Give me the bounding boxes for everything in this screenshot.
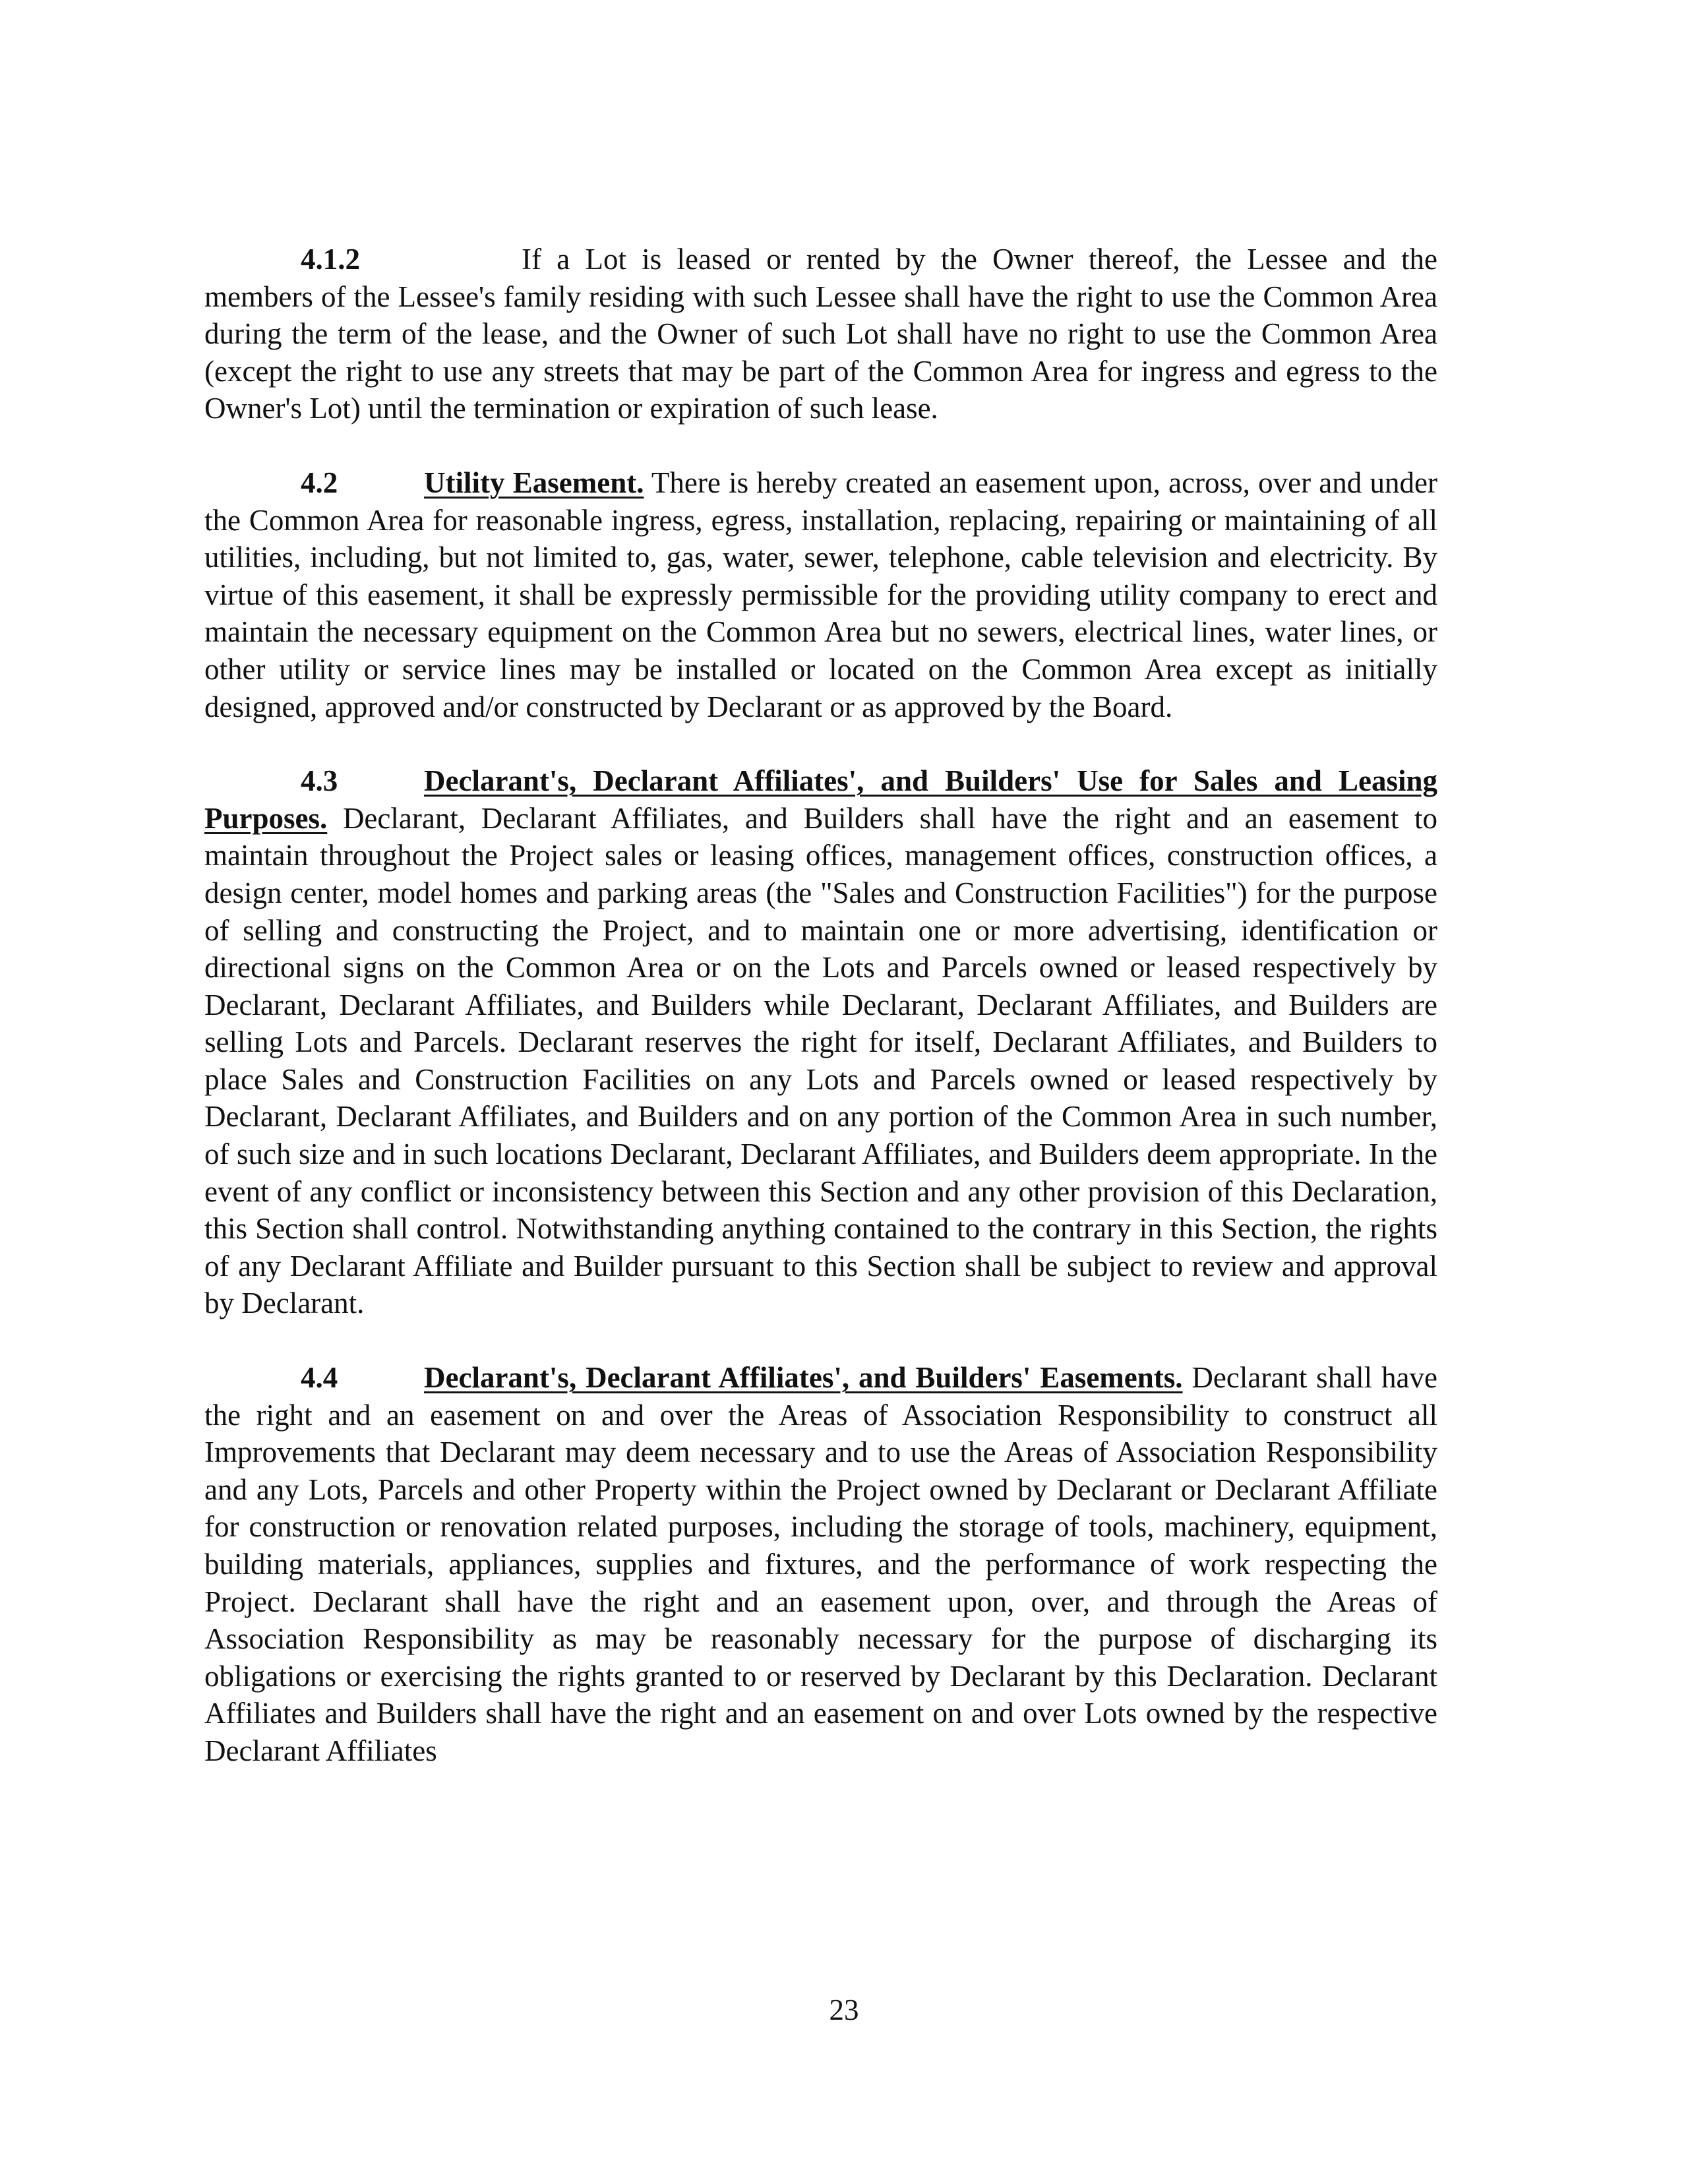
- section-number: 4.1.2: [301, 243, 360, 276]
- section-4-4: [204, 1359, 1437, 1770]
- section-heading: Declarant's, Declarant Affiliates', and Builders' Use for Sales and Leasing Purposes.: [204, 764, 1437, 835]
- section-number: 4.2: [301, 466, 338, 499]
- document-page: [204, 241, 1437, 1807]
- section-4-2: [204, 464, 1437, 725]
- section-4-3: [204, 762, 1437, 1322]
- section-heading: Declarant's, Declarant Affiliates', and Builders' Easements.: [424, 1361, 1183, 1395]
- page-number: 23: [829, 1993, 859, 2026]
- section-text: Declarant, Declarant Affiliates, and Builders shall have the right and an easement to maintain throughout the Project sales or leasing offices, management offices, construction offices, a design center, model homes and parking areas (the "Sales and Construction Facilities") for the purpose of selling and constructing the Project, and to maintain one or more advertising, identification or directional signs on the Common Area or on the Lots and Parcels owned or leased respectively by Declarant, Declarant Affiliates, and Builders while Declarant, Declarant Affiliates, and Builders are selling Lots and Parcels. Declarant reserves the right for itself, Declarant Affiliates, and Builders to place Sales and Construction Facilities on any Lots and Parcels owned or leased respectively by Declarant, Declarant Affiliates, and Builders and on any portion of the Common Area in such number, of such size and in such locations Declarant, Declarant Affiliates, and Builders deem appropriate. In the event of any conflict or inconsistency between this Section and any other provision of this Declaration, this Section shall control. Notwithstanding anything contained to the contrary in this Section, the rights of any Declarant Affiliate and Builder pursuant to this Section shall be subject to review and approval by Declarant.: [204, 801, 1437, 1320]
- section-text: There is hereby created an easement upon, across, over and under the Common Area for reasonable ingress, egress, installation, replacing, repairing or maintaining of all utilities, including, but not limited to, gas, water, sewer, telephone, cable television and electricity. By virtue of this easement, it shall be expressly permissible for the providing utility company to erect and maintain the necessary equipment on the Common Area but no sewers, electrical lines, water lines, or other utility or service lines may be installed or located on the Common Area except as initially designed, approved and/or constructed by Declarant or as approved by the Board.: [204, 466, 1438, 723]
- section-4-1-2: [204, 241, 1437, 427]
- section-number: 4.4: [301, 1361, 338, 1395]
- section-heading: Utility Easement.: [424, 466, 644, 499]
- section-text: Declarant shall have the right and an easement on and over the Areas of Association Responsibility to construct all Improvements that Declarant may deem necessary and to use the Areas of Association Responsibility and any Lots, Parcels and other Property within the Project owned by Declarant or Declarant Affiliate for construction or renovation related purposes, including the storage of tools, machinery, equipment, building materials, appliances, supplies and fixtures, and the performance of work respecting the Project. Declarant shall have the right and an easement upon, over, and through the Areas of Association Responsibility as may be reasonably necessary for the purpose of discharging its obligations or exercising the rights granted to or reserved by Declarant by this Declaration. Declarant Affiliates and Builders shall have the right and an easement on and over Lots owned by the respective Declarant Affiliates: [204, 1361, 1437, 1767]
- section-text: If a Lot is leased or rented by the Owner thereof, the Lessee and the members of the Lessee's family residing with such Lessee shall have the right to use the Common Area during the term of the lease, and the Owner of such Lot shall have no right to use the Common Area (except the right to use any streets that may be part of the Common Area for ingress and egress to the Owner's Lot) until the termination or expiration of such lease.: [204, 243, 1437, 425]
- section-number: 4.3: [301, 764, 338, 798]
